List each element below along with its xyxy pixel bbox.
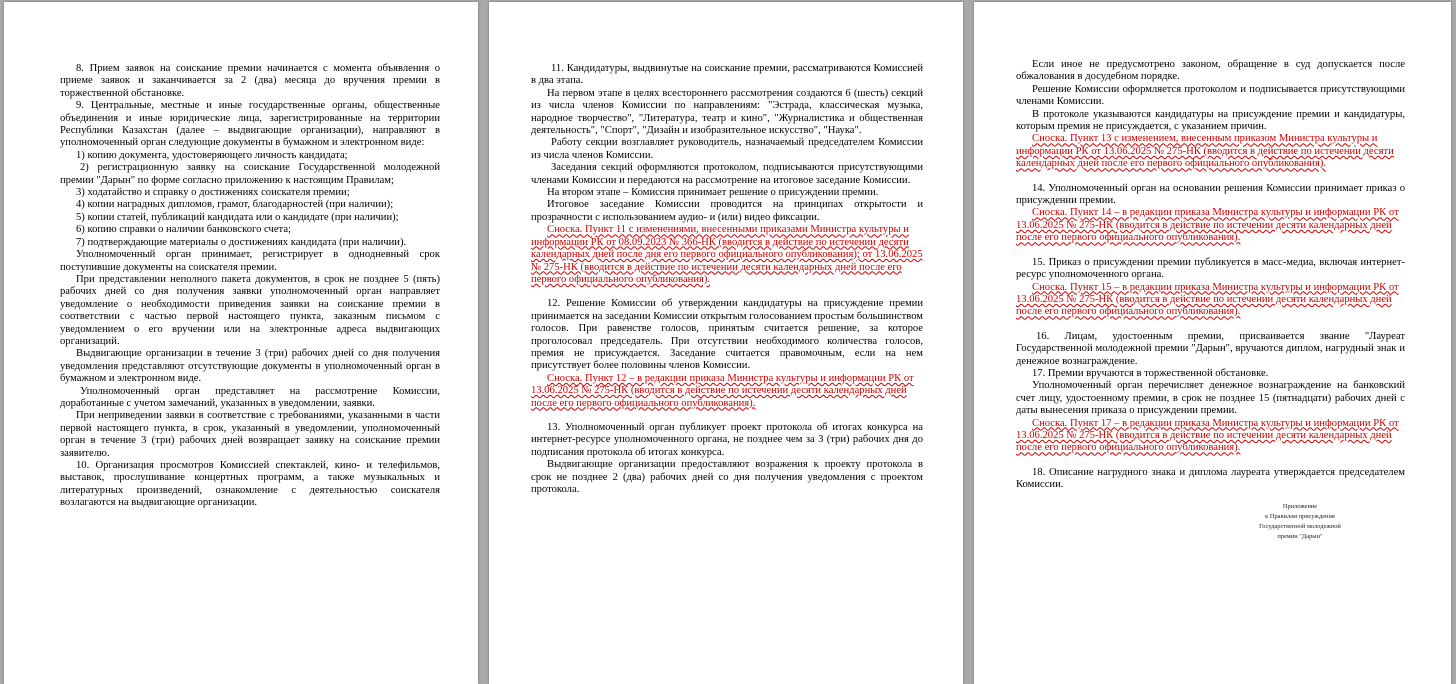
paragraph-9-registration: Уполномоченный орган принимает, регистрирует в однодневный срок поступившие документы на соискателя премии. <box>60 249 440 273</box>
paragraph-9-review: Уполномоченный орган представляет на рассмотрение Комиссии, доработанные с учетом замечаний, указанных в уведомлении, заявки. <box>60 385 440 409</box>
paragraph-18: 18. Описание нагрудного знака и диплома лауреата утверждается председателем Комиссии. <box>1016 466 1405 491</box>
list-item-3: 3) ходатайство и справку о достижениях соискателя премии; <box>76 187 350 199</box>
paragraph-11-section-protocol: Заседания секций оформляются протоколом, подписываются присутствующими членами Комиссии и передаются на рассмотрение на итоговое заседание Комиссии. <box>531 162 923 186</box>
paragraph-8: 8. Прием заявок на соискание премии начинается с момента объявления о приеме заявок и заканчивается за 2 (два) месяца до вручения премии в торжественной обстановке. <box>60 63 440 99</box>
paragraph-13-protocol: Решение Комиссии оформляется протоколом и подписывается присутствующими членами Комиссии. <box>1016 83 1405 108</box>
paragraph-13-objections: Выдвигающие организации предоставляют возражения к проекту протокола в срок не позднее 2 (два) рабочих дней со дня получения уведомления с проектом протокола. <box>531 459 923 495</box>
footnote-17-link[interactable]: Сноска. Пункт 17 – в редакции приказа Министра культуры и информации РК от 13.06.2025 № 275-НК (вводится в действие по истечении десяти календарных дней после его первого официального опубликования). <box>1016 417 1399 454</box>
paragraph-17-transfer: Уполномоченный орган перечисляет денежное вознаграждение на банковский счет лицу, удостоенному премии, в срок не позднее 15 (пятнадцати) рабочих дней с даты вынесения приказа о присуждении премии. <box>1016 380 1405 417</box>
document-page-3 <box>974 2 1451 684</box>
paragraph-10: 10. Организация просмотров Комиссией спектаклей, кино- и телефильмов, выставок, прослушивание концертных программ, а также музыкальных и литературных произведений, ознакомление с деятельностью соискателя возлагаются на выдвигающие организации. <box>60 460 440 509</box>
document-page-1 <box>4 2 478 684</box>
paragraph-14: 14. Уполномоченный орган на основании решения Комиссии принимает приказ о присуждении премии. <box>1016 182 1405 207</box>
paragraph-11: 11. Кандидатуры, выдвинутые на соискание премии, рассматриваются Комиссией в два этапа. <box>531 63 923 87</box>
list-item-2: 2) регистрационную заявку на соискание Государственной молодежной премии "Дарын" по форме согласно приложению к настоящим Правилам; <box>60 162 440 186</box>
paragraph-11-final-meeting: Итоговое заседание Комиссии проводится на принципах открытости и прозрачности с использованием аудио- и (или) видео фиксации. <box>531 199 923 223</box>
footnote-11-link[interactable]: Сноска. Пункт 11 с изменениями, внесенными приказами Министра культуры и информации РК от 08.09.2023 № 366-НК (вводится в действие по истечении десяти календарных дней после дня его первого официального опубликования); от 13.06.2025 № 275-НК (вводится в действие по истечении десяти календарных дней после его первого официального опубликования). <box>531 224 923 285</box>
paragraph-12: 12. Решение Комиссии об утверждении кандидатуры на присуждение премии принимается на заседании Комиссии открытым голосованием простым большинством голосов. При равенстве голосов, принятым считается решение, за которое проголосовал председатель. При отсутствии необходимого количества голосов, премия не присуждается. Заседание считается правомочным, если на нем присутствует более половины членов Комиссии. <box>531 298 923 372</box>
list-item-5: 5) копии статей, публикаций кандидата или о кандидате (при наличии); <box>76 211 399 223</box>
paragraph-9-incomplete: При представлении неполного пакета документов, в срок не позднее 5 (пять) рабочих дней со дня получения заявки уполномоченный орган направляет уведомление о необходимости приведения заявки на соискание премии в соответствии с частью первой настоящего пункта, заказным письмом с уведомлением о его вручении или на электронные адреса выдвигающих организаций. <box>60 273 440 347</box>
document-page-2 <box>489 2 963 684</box>
paragraph-9-return: При неприведении заявки в соответствие с требованиями, указанными в части первой настоящего пункта, в срок, указанный в уведомлении, уполномоченный орган в течение 3 (три) рабочих дней возвращает заявку на соискание премии заявителю. <box>60 410 440 459</box>
paragraph-9: 9. Центральные, местные и иные государственные органы, общественные объединения и иные юридические лица, зарегистрированные на территории Республики Казахстан (далее – выдвигающие организации), направляют в уполномоченный орган следующие документы в бумажном и электронном виде: <box>60 100 440 149</box>
list-item-4: 4) копии наградных дипломов, грамот, благодарностей (при наличии); <box>76 199 394 211</box>
paragraph-13: 13. Уполномоченный орган публикует проект протокола об итогах конкурса на интернет-ресурсе уполномоченного органа, не позднее чем за 3 (три) рабочих дня до подписания протокола об итогах конкурса. <box>531 421 923 458</box>
appendix-caption <box>1230 502 1370 542</box>
footnote-14-link[interactable]: Сноска. Пункт 14 – в редакции приказа Министра культуры и информации РК от 13.06.2025 № 275-НК (вводится в действие по истечении десяти календарных дней после его первого официального опубликования). <box>1016 207 1399 244</box>
paragraph-11-section-head: Работу секции возглавляет руководитель, назначаемый председателем Комиссии из числа членов Комиссии. <box>531 137 923 161</box>
appendix-line-4: премии "Дарын" <box>1277 532 1323 540</box>
paragraph-13-court: Если иное не предусмотрено законом, обращение в суд допускается после обжалования в досудебном порядке. <box>1016 59 1405 83</box>
appendix-line-1: Приложение <box>1282 502 1318 510</box>
list-item-1: 1) копию документа, удостоверяющего личность кандидата; <box>76 149 348 161</box>
footnote-15-link[interactable]: Сноска. Пункт 15 – в редакции приказа Министра культуры и информации РК от 13.06.2025 № 275-НК (вводится в действие по истечении десяти календарных дней после его первого официального опубликования). <box>1016 281 1399 318</box>
footnote-13-link[interactable]: Сноска. Пункт 13 с изменением, внесенным приказом Министра культуры и информации РК от 13.06.2025 № 275-НК (вводится в действие по истечении десяти календарных дней после его первого официального опубликования). <box>1016 133 1394 170</box>
paragraph-11-first-stage: На первом этапе в целях всестороннего рассмотрения создаются 6 (шесть) секций из числа членов Комиссии по направлениям: "Эстрада, классическая музыка, народное творчество", "Литература, театр и кино", "Журналистика и общественная деятельность", "Спорт", "Дизайн и изобразительное искусство", "Наука". <box>531 87 923 137</box>
paragraph-9-missing-docs: Выдвигающие организации в течение 3 (три) рабочих дней со дня получения уведомления представляют отсутствующие документы в уполномоченный орган в бумажном и электронном виде. <box>60 348 440 385</box>
paragraph-13-candidates: В протоколе указываются кандидатуры на присуждение премии и кандидатуры, которым премия не присуждается, с указанием причин. <box>1016 108 1405 133</box>
footnote-12-link[interactable]: Сноска. Пункт 12 – в редакции приказа Министра культуры и информации РК от 13.06.2025 № 275-НК (вводится в действие по истечении десяти календарных дней после его первого официального опубликования). <box>531 372 914 409</box>
appendix-line-3: Государственной молодежной <box>1259 522 1341 530</box>
list-item-7: 7) подтверждающие материалы о достижениях кандидата (при наличии). <box>76 236 407 248</box>
paragraph-16: 16. Лицам, удостоенным премии, присваивается звание "Лауреат Государственной молодежной премии "Дарын", вручаются диплом, нагрудный знак и денежное вознаграждение. <box>1016 330 1405 367</box>
paragraph-11-second-stage: На втором этапе – Комиссия принимает решение о присуждении премии. <box>547 187 879 199</box>
appendix-line-2: к Правилам присуждения <box>1265 512 1335 520</box>
paragraph-17: 17. Премии вручаются в торжественной обстановке. <box>1032 367 1269 379</box>
list-item-6: 6) копию справки о наличии банковского счета; <box>76 224 291 236</box>
paragraph-15: 15. Приказ о присуждении премии публикуется в масс-медиа, включая интернет-ресурс уполномоченного органа. <box>1016 256 1405 281</box>
